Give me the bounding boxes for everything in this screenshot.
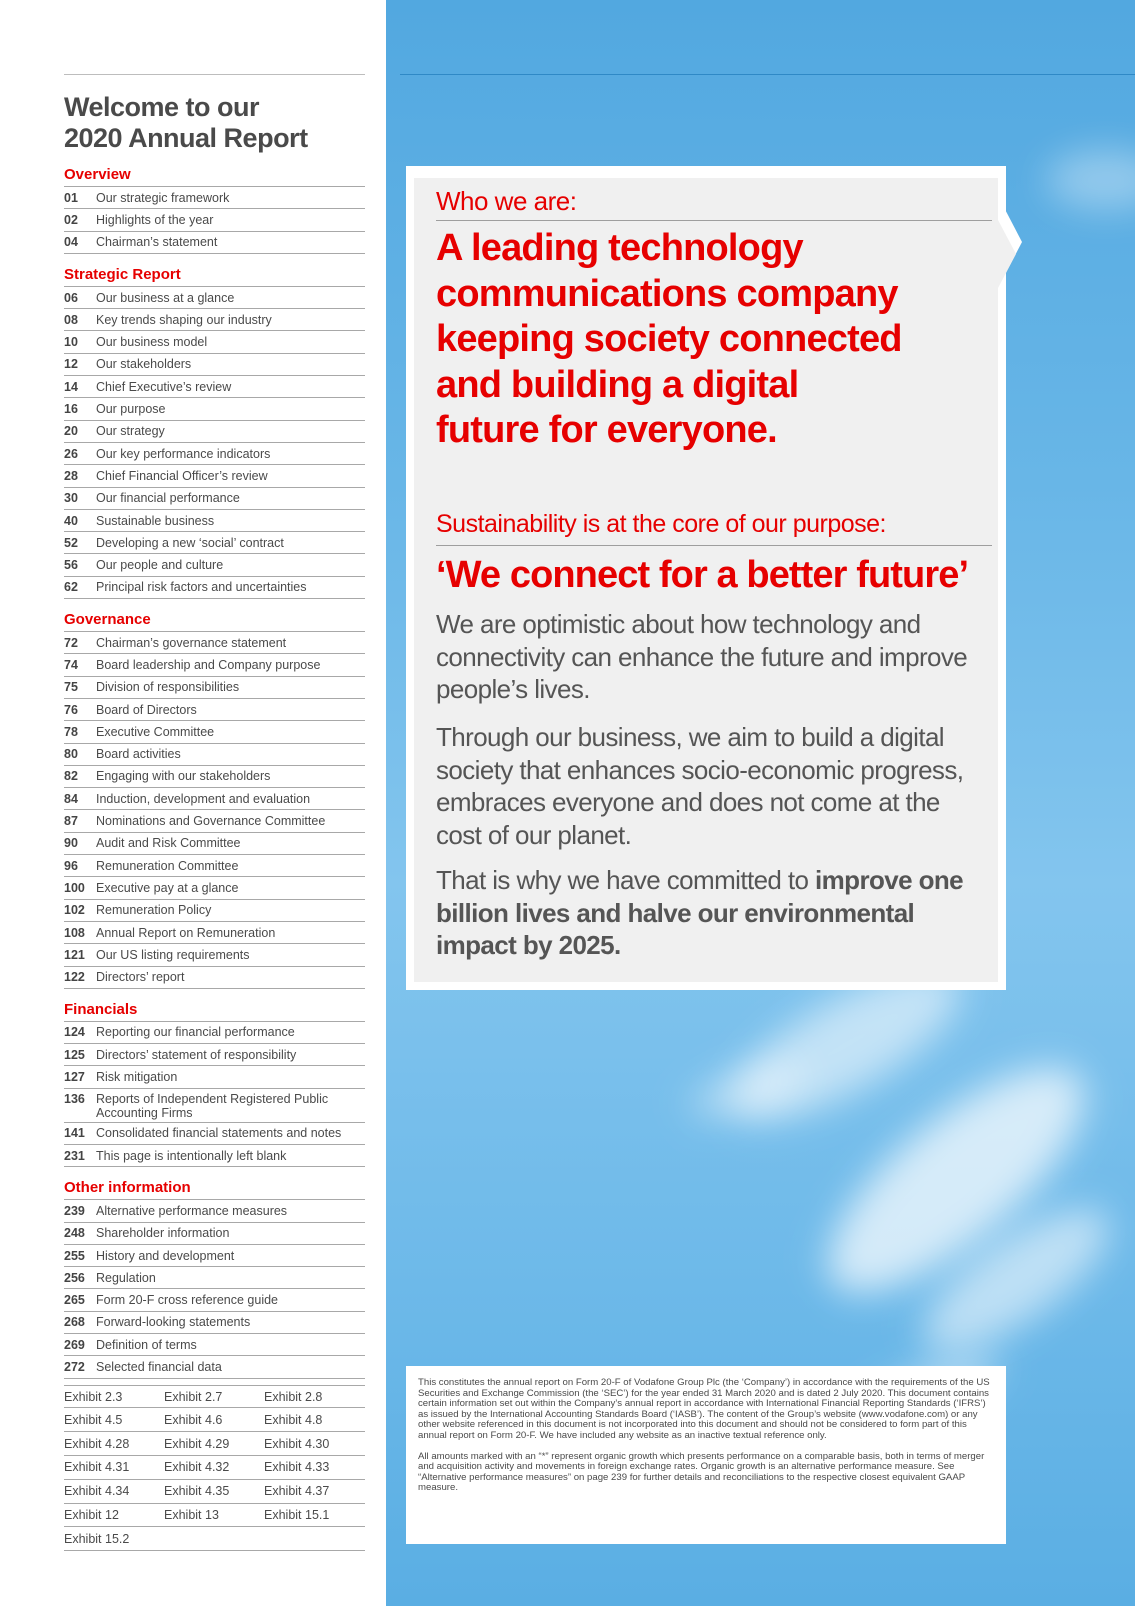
toc-item-label: Forward-looking statements: [96, 1315, 251, 1330]
toc-item-label: Principal risk factors and uncertainties: [96, 580, 307, 595]
toc-item-label: Nominations and Governance Committee: [96, 814, 326, 829]
divider: [64, 74, 365, 75]
exhibit-row: [64, 1527, 365, 1551]
exhibit-link[interactable]: Exhibit 4.6: [164, 1412, 223, 1427]
exhibit-row: [64, 1456, 365, 1480]
toc-item[interactable]: [64, 632, 365, 654]
toc-item-label: Risk mitigation: [96, 1070, 178, 1085]
toc-item[interactable]: [64, 443, 365, 465]
toc-item-label: This page is intentionally left blank: [96, 1148, 287, 1163]
toc-item[interactable]: [64, 1200, 365, 1222]
toc-item-label: Directors’ statement of responsibility: [96, 1047, 297, 1062]
toc-page-number: 136: [64, 1091, 85, 1106]
toc-page-number: 52: [64, 535, 78, 550]
toc-item[interactable]: [64, 721, 365, 743]
toc-page-number: 04: [64, 235, 78, 250]
exhibit-row: [64, 1480, 365, 1504]
toc-item[interactable]: [64, 354, 365, 376]
toc-page-number: 90: [64, 836, 78, 851]
toc-item[interactable]: [64, 766, 365, 788]
toc-page-number: 01: [64, 190, 78, 205]
toc-page-number: 141: [64, 1126, 85, 1141]
headline-line: future for everyone.: [436, 409, 777, 451]
exhibit-link[interactable]: Exhibit 4.30: [264, 1436, 330, 1451]
toc-item-label: Our stakeholders: [96, 357, 192, 372]
card-arrow-inner: [998, 220, 1016, 288]
exhibit-row: [64, 1432, 365, 1456]
toc-item-label: Form 20-F cross reference guide: [96, 1293, 279, 1308]
toc-page-number: 256: [64, 1270, 85, 1285]
toc-item[interactable]: [64, 187, 365, 209]
toc-item-label: Executive pay at a glance: [96, 880, 239, 895]
exhibit-link[interactable]: Exhibit 4.33: [264, 1460, 330, 1475]
toc-item[interactable]: [64, 232, 365, 254]
toc-page-number: 82: [64, 769, 78, 784]
toc-page-number: 84: [64, 791, 78, 806]
toc-page-number: 272: [64, 1360, 85, 1374]
exhibit-link[interactable]: Exhibit 4.35: [164, 1484, 230, 1499]
toc-page-number: 239: [64, 1203, 85, 1218]
toc-page-number: 121: [64, 947, 85, 962]
toc-item[interactable]: [64, 922, 365, 944]
commitment-bold: improve one billion lives and halve our environmental impact by 2025.: [436, 865, 964, 960]
toc-page-number: 102: [64, 903, 85, 918]
toc-item-label: Selected financial data: [96, 1360, 222, 1374]
toc-item-label: Sustainable business: [96, 513, 215, 528]
toc-item-label: Audit and Risk Committee: [96, 836, 241, 851]
toc-item-label: Directors’ report: [96, 970, 185, 985]
exhibit-link[interactable]: Exhibit 4.32: [164, 1460, 230, 1475]
toc-item-label: Chairman’s governance statement: [96, 635, 287, 650]
legal-note: [406, 1366, 1006, 1544]
toc-page-number: 268: [64, 1315, 85, 1330]
exhibit-link[interactable]: Exhibit 4.37: [264, 1484, 330, 1499]
headline-line: A leading technology: [436, 227, 803, 269]
purpose-card-panel: [414, 178, 998, 982]
toc-item[interactable]: [64, 944, 365, 966]
toc-item-label: Highlights of the year: [96, 212, 214, 227]
report-title-line2: 2020 Annual Report: [64, 123, 308, 153]
toc-item-label: Chief Executive’s review: [96, 379, 232, 394]
toc-page-number: 122: [64, 970, 85, 985]
toc-item-label: Division of responsibilities: [96, 680, 240, 695]
exhibit-link[interactable]: Exhibit 4.28: [64, 1436, 130, 1451]
toc-list: [64, 164, 365, 1551]
toc-item-label: Alternative performance measures: [96, 1203, 288, 1218]
cloud-shape: [1046, 150, 1135, 210]
toc-item[interactable]: [64, 1044, 365, 1066]
exhibit-row: [64, 1504, 365, 1528]
toc-item-label: Induction, development and evaluation: [96, 791, 311, 806]
toc-item[interactable]: [64, 810, 365, 832]
toc-page-number: 12: [64, 357, 78, 372]
toc-item[interactable]: [64, 699, 365, 721]
toc-item-label: Board leadership and Company purpose: [96, 657, 321, 672]
toc-item[interactable]: [64, 1089, 365, 1123]
toc-item[interactable]: [64, 1022, 365, 1044]
toc-item[interactable]: [64, 376, 365, 398]
toc-section-heading: Governance: [64, 609, 365, 632]
toc-page-number: 30: [64, 491, 78, 506]
toc-item[interactable]: [64, 331, 365, 353]
who-we-are-label: Who we are:: [436, 186, 577, 216]
exhibit-link[interactable]: Exhibit 2.3: [64, 1389, 123, 1404]
sustainability-label: Sustainability is at the core of our purpose:: [436, 510, 886, 538]
toc-page-number: 124: [64, 1025, 85, 1040]
toc-item[interactable]: [64, 309, 365, 331]
divider: [436, 220, 992, 221]
toc-item-label: Engaging with our stakeholders: [96, 769, 271, 784]
exhibit-link[interactable]: Exhibit 4.8: [264, 1412, 323, 1427]
toc-page-number: 125: [64, 1047, 85, 1062]
toc-page-number: 78: [64, 724, 78, 739]
toc-item[interactable]: [64, 1066, 365, 1088]
paragraph-commitment: [436, 864, 976, 962]
report-title: [64, 92, 364, 154]
toc-item-label: History and development: [96, 1248, 235, 1263]
toc-item[interactable]: [64, 1223, 365, 1245]
toc-item[interactable]: [64, 1145, 365, 1167]
exhibit-link[interactable]: Exhibit 13: [164, 1508, 219, 1523]
exhibit-link[interactable]: Exhibit 15.2: [64, 1531, 130, 1546]
exhibit-link[interactable]: Exhibit 15.1: [264, 1508, 330, 1523]
toc-page-number: 96: [64, 858, 78, 873]
toc-item[interactable]: [64, 398, 365, 420]
toc-item[interactable]: [64, 1312, 365, 1334]
toc-page-number: 14: [64, 379, 78, 394]
toc-page-number: 72: [64, 635, 78, 650]
toc-item-label: Our business at a glance: [96, 290, 235, 305]
toc-section-heading: Other information: [64, 1177, 365, 1200]
table-of-contents: [0, 0, 386, 1606]
toc-item[interactable]: [64, 1356, 365, 1378]
toc-item[interactable]: [64, 488, 365, 510]
toc-page-number: 265: [64, 1293, 85, 1308]
toc-page-number: 127: [64, 1070, 85, 1085]
toc-item-label: Consolidated financial statements and notes: [96, 1126, 342, 1141]
toc-item[interactable]: [64, 287, 365, 309]
toc-item[interactable]: [64, 1123, 365, 1145]
toc-page-number: 87: [64, 814, 78, 829]
toc-item-label: Our US listing requirements: [96, 947, 250, 962]
toc-item[interactable]: [64, 1289, 365, 1311]
toc-item-label: Our people and culture: [96, 558, 224, 573]
toc-page-number: 02: [64, 212, 78, 227]
toc-item[interactable]: [64, 788, 365, 810]
exhibit-row: [64, 1385, 365, 1409]
toc-page-number: 26: [64, 446, 78, 461]
exhibit-link[interactable]: Exhibit 2.8: [264, 1389, 323, 1404]
toc-page-number: 108: [64, 925, 85, 940]
divider: [400, 74, 1135, 75]
toc-item-label: Our purpose: [96, 402, 166, 417]
toc-item[interactable]: [64, 1267, 365, 1289]
exhibit-link[interactable]: Exhibit 12: [64, 1508, 119, 1523]
toc-item[interactable]: [64, 967, 365, 989]
toc-item[interactable]: [64, 209, 365, 231]
paragraph-optimism: We are optimistic about how technology and connectivity can enhance the future and improve people’s lives.: [436, 609, 968, 704]
toc-item[interactable]: [64, 877, 365, 899]
toc-page-number: 80: [64, 747, 78, 762]
toc-page-number: 231: [64, 1148, 85, 1163]
toc-page-number: 269: [64, 1337, 85, 1352]
exhibit-link[interactable]: Exhibit 4.29: [164, 1436, 230, 1451]
toc-page-number: 16: [64, 402, 78, 417]
toc-page-number: 20: [64, 424, 78, 439]
toc-item-label: Reports of Independent Registered Public Accounting Firms: [96, 1091, 329, 1120]
toc-item-label: Board of Directors: [96, 702, 197, 717]
toc-item[interactable]: [64, 554, 365, 576]
legal-note-para: This constitutes the annual report on Form 20-F of Vodafone Group Plc (the ‘Company’) in accordance with the requirements of the US Securities and Exchange Commission (the ‘SEC’) for the year ended 31 March 2020 and is dated 2 July 2020. This document contains certain information set out within the Company’s annual report in accordance with International Financial Reporting Standards (‘IFRS’) as issued by the International Accounting Standards Board (‘IASB’). The content of the Group’s website (www.vodafone.com) or any other website referenced in this document is not incorporated into this document and should not be considered to form part of this annual report on Form 20-F. We have included any website as an inactive textual reference only.: [418, 1377, 990, 1441]
toc-item-label: Developing a new ‘social’ contract: [96, 535, 284, 550]
toc-item[interactable]: [64, 1334, 365, 1356]
toc-page-number: 74: [64, 657, 78, 672]
toc-item-label: Chief Financial Officer’s review: [96, 468, 268, 483]
toc-item-label: Our strategy: [96, 424, 165, 439]
toc-item-label: Chairman’s statement: [96, 235, 218, 250]
toc-item-label: Shareholder information: [96, 1226, 230, 1241]
exhibit-link[interactable]: Exhibit 4.5: [64, 1412, 123, 1427]
toc-item-label: Our business model: [96, 335, 208, 350]
toc-page-number: 62: [64, 580, 78, 595]
toc-item-label: Our strategic framework: [96, 190, 230, 205]
toc-section-heading: Strategic Report: [64, 264, 365, 287]
toc-page-number: 28: [64, 468, 78, 483]
toc-item-label: Our key performance indicators: [96, 446, 271, 461]
legal-note-para: All amounts marked with an “*” represent organic growth which presents performance on a comparable basis, both in terms of merger and acquisition activity and movements in foreign exchange rates. Organic growth is an alternative performance measure. See “Alternative performance measures” on page 239 for further details and reconciliations to the respective closest equivalent GAAP measure.: [418, 1450, 985, 1494]
toc-section-heading: Overview: [64, 164, 365, 187]
toc-page-number: 76: [64, 702, 78, 717]
headline-line: and building a digital: [436, 363, 799, 406]
toc-page-number: 08: [64, 312, 78, 327]
report-title-line1: Welcome to our: [64, 92, 260, 122]
toc-item[interactable]: [64, 465, 365, 487]
toc-item-label: Annual Report on Remuneration: [96, 925, 276, 940]
toc-page-number: 10: [64, 335, 78, 350]
toc-item[interactable]: [64, 677, 365, 699]
toc-page-number: 75: [64, 680, 78, 695]
toc-page-number: 40: [64, 513, 78, 528]
toc-page-number: 255: [64, 1248, 85, 1263]
toc-page-number: 248: [64, 1226, 85, 1241]
toc-item-label: Regulation: [96, 1270, 156, 1285]
headline-line: keeping society connected: [436, 318, 902, 360]
toc-page-number: 06: [64, 290, 78, 305]
toc-item[interactable]: [64, 744, 365, 766]
toc-item[interactable]: [64, 577, 365, 599]
toc-item-label: Remuneration Committee: [96, 858, 239, 873]
exhibit-link[interactable]: Exhibit 4.31: [64, 1460, 130, 1475]
toc-item[interactable]: [64, 532, 365, 554]
exhibit-row: [64, 1408, 365, 1432]
toc-page-number: 100: [64, 880, 85, 895]
headline: [436, 226, 976, 454]
toc-item-label: Board activities: [96, 747, 181, 762]
toc-item[interactable]: [64, 421, 365, 443]
toc-item-label: Executive Committee: [96, 724, 215, 739]
commitment-lead: That is why we have committed to: [436, 865, 816, 895]
exhibit-link[interactable]: Exhibit 2.7: [164, 1389, 223, 1404]
toc-item[interactable]: [64, 900, 365, 922]
purpose-card: [406, 166, 1006, 990]
toc-item[interactable]: [64, 1245, 365, 1267]
purpose-quote: ‘We connect for a better future’: [436, 554, 969, 596]
toc-item[interactable]: [64, 855, 365, 877]
toc-page-number: 56: [64, 558, 78, 573]
toc-item-label: Our financial performance: [96, 491, 240, 506]
toc-item[interactable]: [64, 833, 365, 855]
exhibit-link[interactable]: Exhibit 4.34: [64, 1484, 130, 1499]
toc-item-label: Definition of terms: [96, 1337, 197, 1352]
toc-item[interactable]: [64, 654, 365, 676]
paragraph-digital-society: Through our business, we aim to build a digital society that enhances socio-economic progress, embraces everyone and does not come at the cost of our planet.: [436, 722, 964, 850]
toc-item[interactable]: [64, 510, 365, 532]
toc-item-label: Remuneration Policy: [96, 903, 212, 918]
divider: [436, 545, 992, 546]
toc-item-label: Key trends shaping our industry: [96, 312, 272, 327]
toc-section-heading: Financials: [64, 999, 365, 1022]
toc-item-label: Reporting our financial performance: [96, 1025, 295, 1040]
headline-line: communications company: [436, 272, 898, 315]
